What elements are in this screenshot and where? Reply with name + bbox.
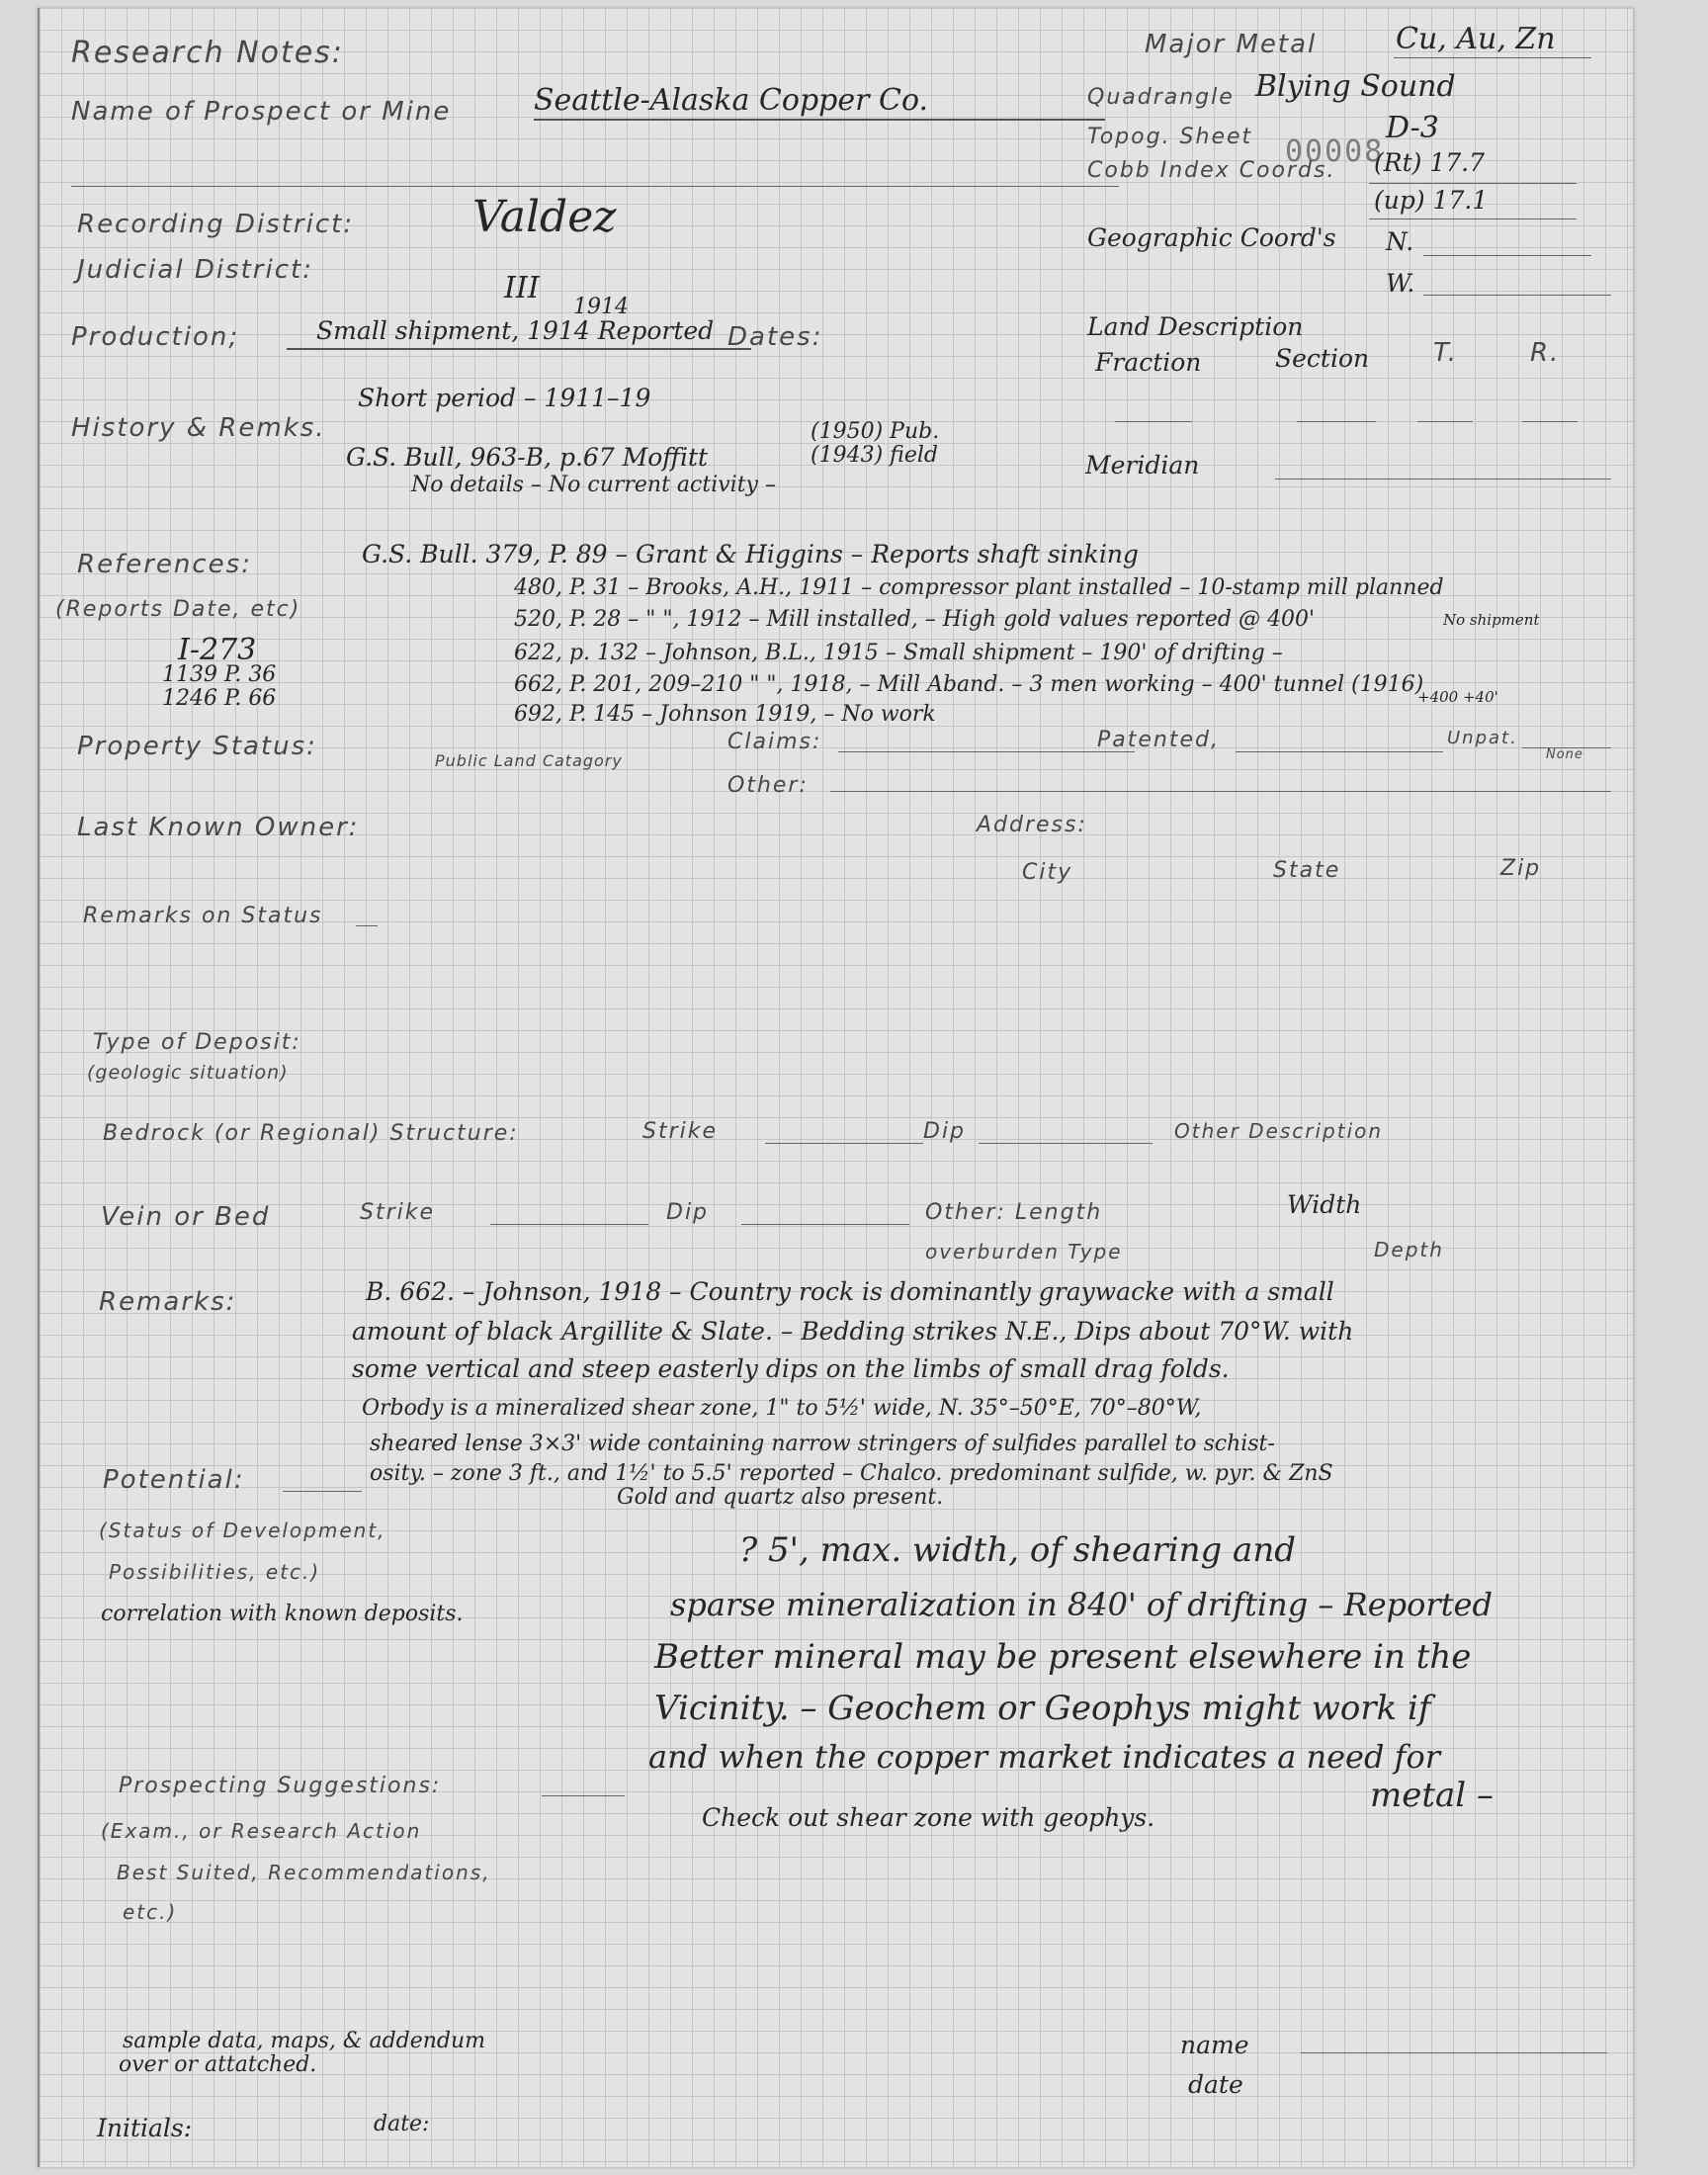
major-metal-value: Cu, Au, Zn <box>1396 22 1556 56</box>
geo-n-line <box>1423 255 1591 256</box>
potential-line <box>283 1491 362 1492</box>
cobb-rt-value: (Rt) 17.7 <box>1374 148 1485 177</box>
references-sub: (Reports Date, etc) <box>55 597 301 622</box>
potential-sub-2: Possibilities, etc.) <box>109 1560 321 1584</box>
fraction-label: Fraction <box>1095 348 1202 377</box>
remarks-line: amount of black Argillite & Slate. – Bedding strikes N.E., Dips about 70°W. with <box>352 1317 1354 1346</box>
township-line <box>1417 421 1473 422</box>
vein-other-label: Other: Length <box>925 1200 1103 1225</box>
geo-w-label: W. <box>1386 269 1415 298</box>
potential-line: and when the copper market indicates a need for <box>648 1738 1441 1776</box>
claims-label: Claims: <box>727 730 822 754</box>
initials-label: Initials: <box>97 2114 193 2142</box>
potential-line: ? 5', max. width, of shearing and <box>739 1530 1296 1570</box>
potential-label: Potential: <box>103 1465 245 1495</box>
vein-width-label: Width <box>1287 1190 1362 1219</box>
potential-line: metal – <box>1370 1776 1494 1815</box>
remarks-line: Orbody is a mineralized shear zone, 1" to 5½' wide, N. 35°–50°E, 70°–80°W, <box>362 1396 1202 1421</box>
topog-label: Topog. Sheet <box>1087 125 1253 149</box>
topog-value: D-3 <box>1386 111 1439 145</box>
bedrock-strike-line <box>765 1143 923 1144</box>
production-label: Production; <box>71 322 240 352</box>
type-of-deposit-label: Type of Deposit: <box>93 1030 301 1055</box>
recording-district-value: Valdez <box>472 192 617 242</box>
bedrock-strike-label: Strike <box>642 1119 719 1144</box>
last-known-owner-label: Last Known Owner: <box>77 813 360 842</box>
quadrangle-value: Blying Sound <box>1255 69 1456 104</box>
footer-date-label: date <box>1188 2070 1243 2099</box>
range-line <box>1522 421 1578 422</box>
prospecting-suggestions-label: Prospecting Suggestions: <box>119 1774 442 1798</box>
name-label: Name of Prospect or Mine <box>71 97 452 127</box>
prospecting-sub-3: etc.) <box>123 1900 178 1924</box>
vein-dip-line <box>741 1224 909 1225</box>
dates-label: Dates: <box>727 322 823 352</box>
sample-data-note-1: sample data, maps, & addendum <box>123 2029 486 2053</box>
meridian-label: Meridian <box>1085 451 1200 479</box>
patented-label: Patented, <box>1097 728 1220 752</box>
section-label: Section <box>1275 344 1370 373</box>
cobb-up-line <box>1369 218 1577 219</box>
references-i-1246: 1246 P. 66 <box>162 686 277 711</box>
quadrangle-label: Quadrangle <box>1087 85 1235 110</box>
vein-depth-label: Depth <box>1374 1238 1444 1262</box>
prospecting-sub-1: (Exam., or Research Action <box>101 1819 422 1843</box>
township-label: T. <box>1433 338 1459 368</box>
zip-label: Zip <box>1500 856 1542 881</box>
name-extra-line <box>71 186 1119 187</box>
reference-no-shipment: No shipment <box>1443 611 1540 629</box>
reference-line: 622, p. 132 – Johnson, B.L., 1915 – Small shipment – 190' of drifting – <box>514 641 1283 665</box>
potential-sub-1: (Status of Development, <box>99 1519 386 1542</box>
reference-line: 520, P. 28 – " ", 1912 – Mill installed, – High gold values reported @ 400' <box>514 607 1316 632</box>
land-description-label: Land Description <box>1087 312 1304 341</box>
potential-sub-3: correlation with known deposits. <box>101 1602 464 1626</box>
public-land-category: Public Land Catagory <box>435 751 623 770</box>
city-label: City <box>1022 860 1073 885</box>
reference-line: 692, P. 145 – Johnson 1919, – No work <box>514 702 936 727</box>
name-value: Seattle-Alaska Copper Co. <box>534 83 929 118</box>
remarks-line: some vertical and steep easterly dips on the limbs of small drag folds. <box>352 1354 1230 1383</box>
name-underline <box>534 119 1105 121</box>
research-notes-form <box>38 8 1634 2167</box>
remarks-line: sheared lense 3×3' wide containing narrow stringers of sulfides parallel to schist- <box>370 1432 1275 1456</box>
footer-name-line <box>1301 2052 1607 2053</box>
claims-line <box>838 751 1135 752</box>
reference-line: G.S. Bull. 379, P. 89 – Grant & Higgins – Reports shaft sinking <box>362 540 1139 568</box>
initials-date-label: date: <box>374 2112 430 2136</box>
property-status-label: Property Status: <box>77 732 317 761</box>
references-i-273: I-273 <box>178 633 257 667</box>
vein-strike-label: Strike <box>360 1200 436 1225</box>
history-label: History & Remks. <box>71 413 326 443</box>
reference-line: 480, P. 31 – Brooks, A.H., 1911 – compressor plant installed – 10-stamp mill planned <box>514 575 1444 600</box>
section-line <box>1297 421 1376 422</box>
production-value: Small shipment, 1914 Reported <box>316 316 715 345</box>
remarks-status-line <box>356 925 378 926</box>
bedrock-dip-label: Dip <box>923 1119 967 1144</box>
patented-line <box>1236 751 1443 752</box>
history-pub: (1950) Pub. <box>811 419 940 444</box>
unpatented-none: None <box>1546 747 1583 762</box>
vein-strike-line <box>490 1224 648 1225</box>
footer-name-label: name <box>1180 2031 1249 2059</box>
potential-line: Vicinity. – Geochem or Geophys might work if <box>654 1689 1431 1728</box>
geo-n-label: N. <box>1386 227 1414 256</box>
cobb-rt-line <box>1369 183 1577 184</box>
remarks-line: Gold and quartz also present. <box>617 1485 944 1510</box>
history-line-2: G.S. Bull, 963-B, p.67 Moffitt <box>346 443 709 472</box>
reference-tunnel-add: +400 +40' <box>1417 688 1498 706</box>
bedrock-structure-label: Bedrock (or Regional) Structure: <box>103 1121 519 1146</box>
remarks-label: Remarks: <box>99 1287 237 1317</box>
bedrock-dip-line <box>979 1143 1153 1144</box>
overburden-type-label: overburden Type <box>925 1240 1123 1263</box>
range-label: R. <box>1530 338 1561 368</box>
recording-district-label: Recording District: <box>77 210 355 239</box>
history-line-3: No details – No current activity – <box>411 473 776 497</box>
major-metal-underline <box>1394 57 1591 58</box>
judicial-district-label: Judicial District: <box>77 255 313 285</box>
history-field: (1943) field <box>811 443 938 468</box>
history-line-1: Short period – 1911–19 <box>358 384 651 412</box>
fraction-line <box>1115 421 1192 422</box>
references-i-1139: 1139 P. 36 <box>162 662 277 687</box>
prospecting-value: Check out shear zone with geophys. <box>702 1803 1155 1832</box>
vein-dip-label: Dip <box>666 1200 710 1225</box>
potential-line: Better mineral may be present elsewhere in the <box>654 1637 1472 1677</box>
production-year-above: 1914 <box>573 295 629 319</box>
geo-w-line <box>1423 295 1611 296</box>
production-underline <box>287 348 751 350</box>
reference-line: 662, P. 201, 209–210 " ", 1918, – Mill Aband. – 3 men working – 400' tunnel (1916) <box>514 672 1424 697</box>
research-notes-title: Research Notes: <box>71 36 344 70</box>
sheet-stamp-number: 00008 <box>1285 134 1385 169</box>
meridian-line <box>1275 478 1611 479</box>
cobb-up-value: (up) 17.1 <box>1374 186 1489 215</box>
remarks-line: osity. – zone 3 ft., and 1½' to 5.5' reported – Chalco. predominant sulfide, w. pyr. & ZnS <box>370 1461 1333 1486</box>
unpatented-label: Unpat. <box>1447 728 1518 748</box>
type-of-deposit-sub: (geologic situation) <box>87 1062 289 1084</box>
state-label: State <box>1273 858 1341 883</box>
sample-data-note-2: over or attatched. <box>119 2052 317 2077</box>
address-label: Address: <box>977 813 1087 837</box>
references-label: References: <box>77 550 252 579</box>
potential-line: sparse mineralization in 840' of drifting – Reported <box>670 1586 1493 1623</box>
bedrock-other-label: Other Description <box>1174 1119 1384 1143</box>
prospecting-sub-2: Best Suited, Recommendations, <box>117 1861 491 1884</box>
geographic-coords-label: Geographic Coord's <box>1087 223 1336 252</box>
cobb-label: Cobb Index Coords. <box>1087 158 1336 183</box>
judicial-district-value: III <box>504 271 540 305</box>
other-label: Other: <box>727 773 809 798</box>
remarks-line: B. 662. – Johnson, 1918 – Country rock is dominantly graywacke with a small <box>366 1277 1334 1306</box>
remarks-on-status-label: Remarks on Status <box>83 904 323 928</box>
vein-or-bed-label: Vein or Bed <box>101 1202 271 1232</box>
other-line <box>830 791 1611 792</box>
prospecting-line <box>542 1795 625 1796</box>
major-metal-label: Major Metal <box>1145 30 1318 59</box>
